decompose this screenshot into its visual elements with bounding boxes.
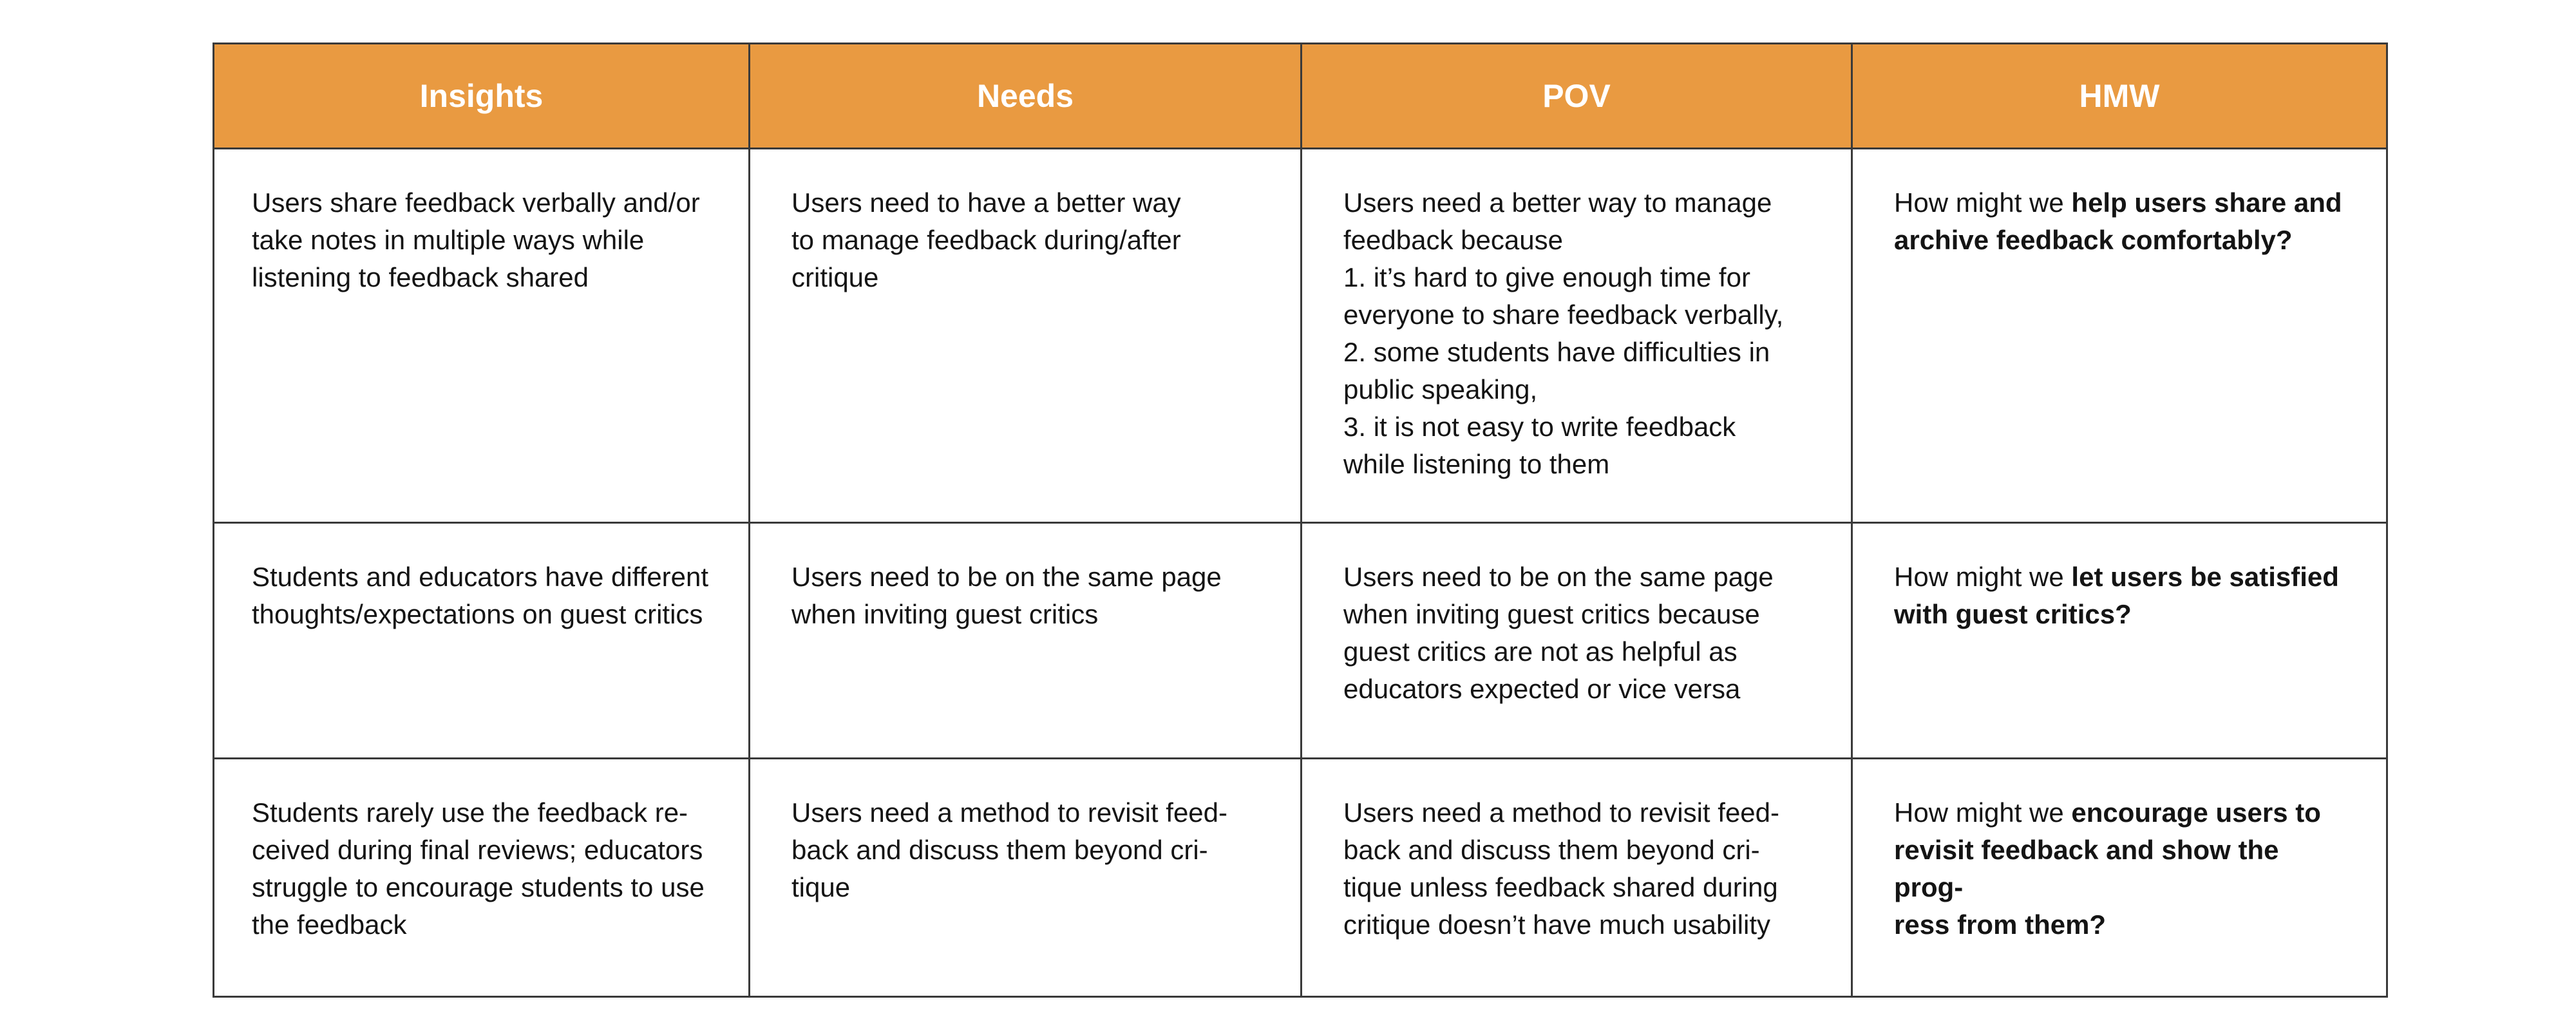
- hmw-text: [1853, 524, 2386, 633]
- hmw-cell: [1852, 149, 2387, 523]
- insight-text: Students rarely use the feedback re- ceived during final reviews; educators struggle to encourage students to use the feedback: [252, 797, 705, 940]
- hmw-text: [1853, 759, 2386, 944]
- insight-cell: [214, 523, 750, 759]
- header-insights: Insights: [214, 44, 750, 149]
- hmw-question: help users share and archive feedback comfortably?: [1894, 187, 2342, 255]
- need-text: Users need to be on the same page when inviting guest critics: [791, 562, 1222, 629]
- insights-needs-pov-hmw-table-container: [213, 43, 2386, 998]
- pov-cell: [1302, 759, 1852, 997]
- hmw-question: let users be satisfied with guest critics?: [1894, 562, 2339, 629]
- pov-text: Users need a method to revisit feed- back and discuss them beyond cri- tique unless feedback shared during critique doesn’t have much usability: [1343, 797, 1780, 940]
- pov-text: Users need to be on the same page when inviting guest critics because guest critics are not as helpful as educators expected or vice versa: [1343, 562, 1774, 704]
- insight-text: Students and educators have different thoughts/expectations on guest critics: [252, 562, 709, 629]
- hmw-question: encourage users to revisit feedback and show the prog- ress from them?: [1894, 797, 2321, 940]
- need-cell: [750, 149, 1302, 523]
- table-row: [214, 149, 2387, 523]
- table-header-row: [214, 44, 2387, 149]
- need-text: Users need to have a better way to manage feedback during/after critique: [791, 187, 1181, 292]
- insight-cell: [214, 759, 750, 997]
- table-row: [214, 523, 2387, 759]
- header-hmw: HMW: [1852, 44, 2387, 149]
- pov-text: Users need a better way to manage feedback because 1. it’s hard to give enough time for everyone to share feedback verbally, 2. some students have difficulties in public speaking, 3. it is not easy to write feedback while listening to them: [1343, 187, 1784, 479]
- pov-cell: [1302, 523, 1852, 759]
- insights-needs-pov-hmw-table: [213, 43, 2388, 998]
- need-text: Users need a method to revisit feed- back and discuss them beyond cri- tique: [791, 797, 1228, 902]
- hmw-cell: [1852, 759, 2387, 997]
- header-pov: POV: [1302, 44, 1852, 149]
- need-cell: [750, 523, 1302, 759]
- hmw-prefix: How might we: [1894, 187, 2072, 218]
- hmw-text: [1853, 149, 2386, 259]
- hmw-prefix: How might we: [1894, 797, 2072, 828]
- header-needs: Needs: [750, 44, 1302, 149]
- hmw-cell: [1852, 523, 2387, 759]
- insight-text: Users share feedback verbally and/or take notes in multiple ways while listening to feedback shared: [252, 187, 700, 292]
- hmw-prefix: How might we: [1894, 562, 2072, 592]
- need-cell: [750, 759, 1302, 997]
- insight-cell: [214, 149, 750, 523]
- pov-cell: [1302, 149, 1852, 523]
- table-row: [214, 759, 2387, 997]
